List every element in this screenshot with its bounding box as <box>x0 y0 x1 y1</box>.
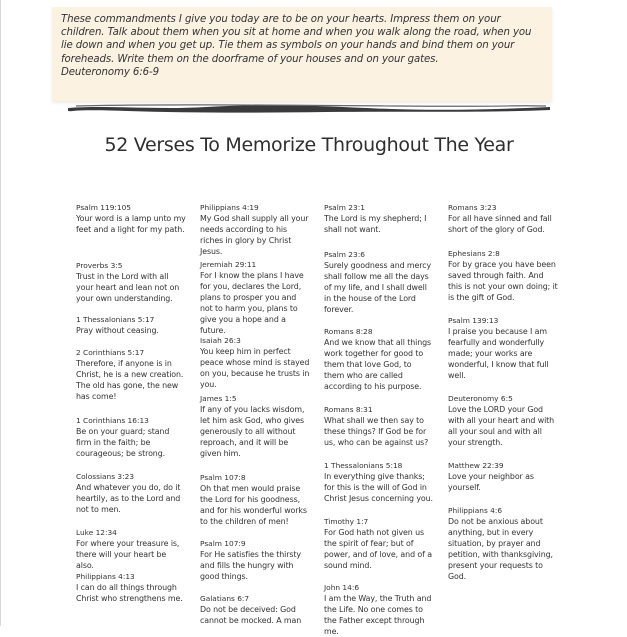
verse-item <box>324 583 434 637</box>
verse-reference: Timothy 1:7 <box>324 517 369 526</box>
verse-item <box>324 327 434 392</box>
verse-reference: Philippians 4:13 <box>76 572 135 581</box>
verse-text: Your word is a lamp unto my feet and a light for my path. <box>76 214 186 235</box>
verse-text: In everything give thanks; for this is the will of God in Christ Jesus concerning you. <box>324 472 433 504</box>
verse-reference: Psalm 119:105 <box>76 203 132 212</box>
verse-reference: Proverbs 3:5 <box>76 261 123 270</box>
verse-reference: Isaiah 26:3 <box>200 336 241 345</box>
verse-text: I praise you because I am fearfully and wonderfully made; your works are wonderful, I know that full well. <box>448 327 549 381</box>
verse-item <box>448 316 558 381</box>
verse-item <box>448 394 558 448</box>
verse-reference: Matthew 22:39 <box>448 461 504 470</box>
verse-reference: Romans 3:23 <box>448 203 497 212</box>
verse-item <box>200 336 310 390</box>
verse-item <box>200 203 310 257</box>
verse-reference: Deuteronomy 6:5 <box>448 394 513 403</box>
verse-text: For by grace you have been saved through faith. And this is not your own doing; it is the gift of God. <box>448 260 558 303</box>
verse-reference: Philippians 4:6 <box>448 506 503 515</box>
verse-reference: Colossians 3:23 <box>76 472 135 481</box>
verse-reference: Philippians 4:19 <box>200 203 259 212</box>
verse-reference: Psalm 139:13 <box>448 316 499 325</box>
verse-item <box>200 594 310 626</box>
verse-item <box>448 249 558 303</box>
verse-reference: 1 Thessalonians 5:18 <box>324 461 403 470</box>
verse-text: You keep him in perfect peace whose mind is stayed on you, because he trusts in you. <box>200 347 310 390</box>
verses-grid <box>76 203 576 637</box>
verse-item <box>76 203 186 235</box>
verse-reference: Jeremiah 29:11 <box>200 260 257 269</box>
verse-item <box>76 528 186 571</box>
verse-reference: Psalm 107:8 <box>200 473 246 482</box>
verse-item <box>76 572 186 604</box>
verse-text: Do not be anxious about anything, but in every situation, by prayer and petition, with thanksgiving, present your requests to God. <box>448 517 553 582</box>
verse-reference: 1 Thessalonians 5:17 <box>76 315 155 324</box>
verse-reference: Romans 8:28 <box>324 327 373 336</box>
verse-text: And whatever you do, do it heartily, as to the Lord and not to men. <box>76 483 181 515</box>
verse-text: Do not be deceived: God cannot be mocked. A man <box>200 605 302 626</box>
verse-item <box>324 517 434 571</box>
verse-text: What shall we then say to these things? If God be for us, who can be against us? <box>324 416 429 448</box>
verse-text: For where your treasure is, there will your heart be also. <box>76 539 180 571</box>
verse-item <box>324 461 434 504</box>
verse-text: For I know the plans I have for you, declares the Lord, plans to prosper you and not to harm you, plans to give you a hope and a future. <box>200 271 304 336</box>
quote-banner <box>52 7 552 101</box>
verse-reference: Luke 12:34 <box>76 528 117 537</box>
verse-reference: 1 Corinthians 16:13 <box>76 416 149 425</box>
verse-text: Love your neighbor as yourself. <box>448 472 534 493</box>
verse-reference: 2 Corinthians 5:17 <box>76 348 145 357</box>
quote-reference: Deuteronomy 6:6-9 <box>61 66 159 78</box>
verse-reference: Romans 8:31 <box>324 405 373 414</box>
verse-text: And we know that all things work together for good to them that love God, to them who are called according to his purpose. <box>324 338 432 392</box>
verse-item <box>324 405 434 448</box>
verse-item <box>200 260 310 337</box>
verse-text: If any of you lacks wisdom, let him ask God, who gives generously to all without reproach, and it will be given him. <box>200 405 305 459</box>
page-title: 52 Verses To Memorize Throughout The Year <box>104 134 514 156</box>
verse-text: My God shall supply all your needs according to his riches in glory by Christ Jesus. <box>200 214 309 257</box>
verse-text: Pray without ceasing. <box>76 326 159 335</box>
verse-reference: John 14:6 <box>324 583 360 592</box>
verse-item <box>448 461 558 493</box>
quote-text: These commandments I give you today are to be on your hearts. Impress them on your children. Talk about them when you sit at home and when you walk along the road, when you lie down and when you get up. Tie them as symbols on your hands and bind them on your foreheads. Write them on the doorframe of your houses and on your gates. <box>61 14 532 65</box>
verse-item <box>324 203 434 235</box>
verse-item <box>76 472 186 515</box>
verse-item <box>324 250 434 315</box>
verse-reference: Ephesians 2:8 <box>448 249 500 258</box>
verse-text: Be on your guard; stand firm in the faith; be courageous; be strong. <box>76 427 170 459</box>
verse-reference: James 1:5 <box>200 394 237 403</box>
verse-item <box>448 203 558 235</box>
verse-text: Love the LORD your God with all your heart and with all your soul and with all your strength. <box>448 405 555 448</box>
verse-text: Therefore, if anyone is in Christ, he is a new creation. The old has gone, the new has come! <box>76 359 184 402</box>
verse-text: For all have sinned and fall short of the glory of God. <box>448 214 552 235</box>
verse-item <box>76 348 186 402</box>
verse-item <box>200 473 310 527</box>
verse-text: For He satisfies the thirsty and fills the hungry with good things. <box>200 550 301 582</box>
verse-item <box>76 416 186 459</box>
verse-reference: Psalm 23:6 <box>324 250 365 259</box>
verse-item <box>448 506 558 583</box>
verse-item <box>76 261 186 304</box>
quote-text-block <box>61 13 543 79</box>
verse-text: I am the Way, the Truth and the Life. No one comes to the Father except through me. <box>324 594 432 637</box>
brush-stroke-divider <box>66 102 552 114</box>
verse-text: Trust in the Lord with all your heart and lean not on your own understanding. <box>76 272 180 304</box>
verse-text: For God hath not given us the spirit of fear; but of power, and of love, and of a sound mind. <box>324 528 432 571</box>
verse-reference: Psalm 107:9 <box>200 539 246 548</box>
verse-reference: Galatians 6:7 <box>200 594 250 603</box>
verse-text: The Lord is my shepherd; I shall not want. <box>324 214 427 235</box>
verse-text: Oh that men would praise the Lord for his goodness, and for his wonderful works to the children of men! <box>200 484 307 527</box>
verse-item <box>76 315 186 336</box>
verse-text: I can do all things through Christ who strengthens me. <box>76 583 183 604</box>
verse-item <box>200 539 310 582</box>
verse-item <box>200 394 310 459</box>
verse-text: Surely goodness and mercy shall follow me all the days of my life, and I shall dwell in the house of the Lord forever. <box>324 261 432 315</box>
verse-reference: Psalm 23:1 <box>324 203 365 212</box>
